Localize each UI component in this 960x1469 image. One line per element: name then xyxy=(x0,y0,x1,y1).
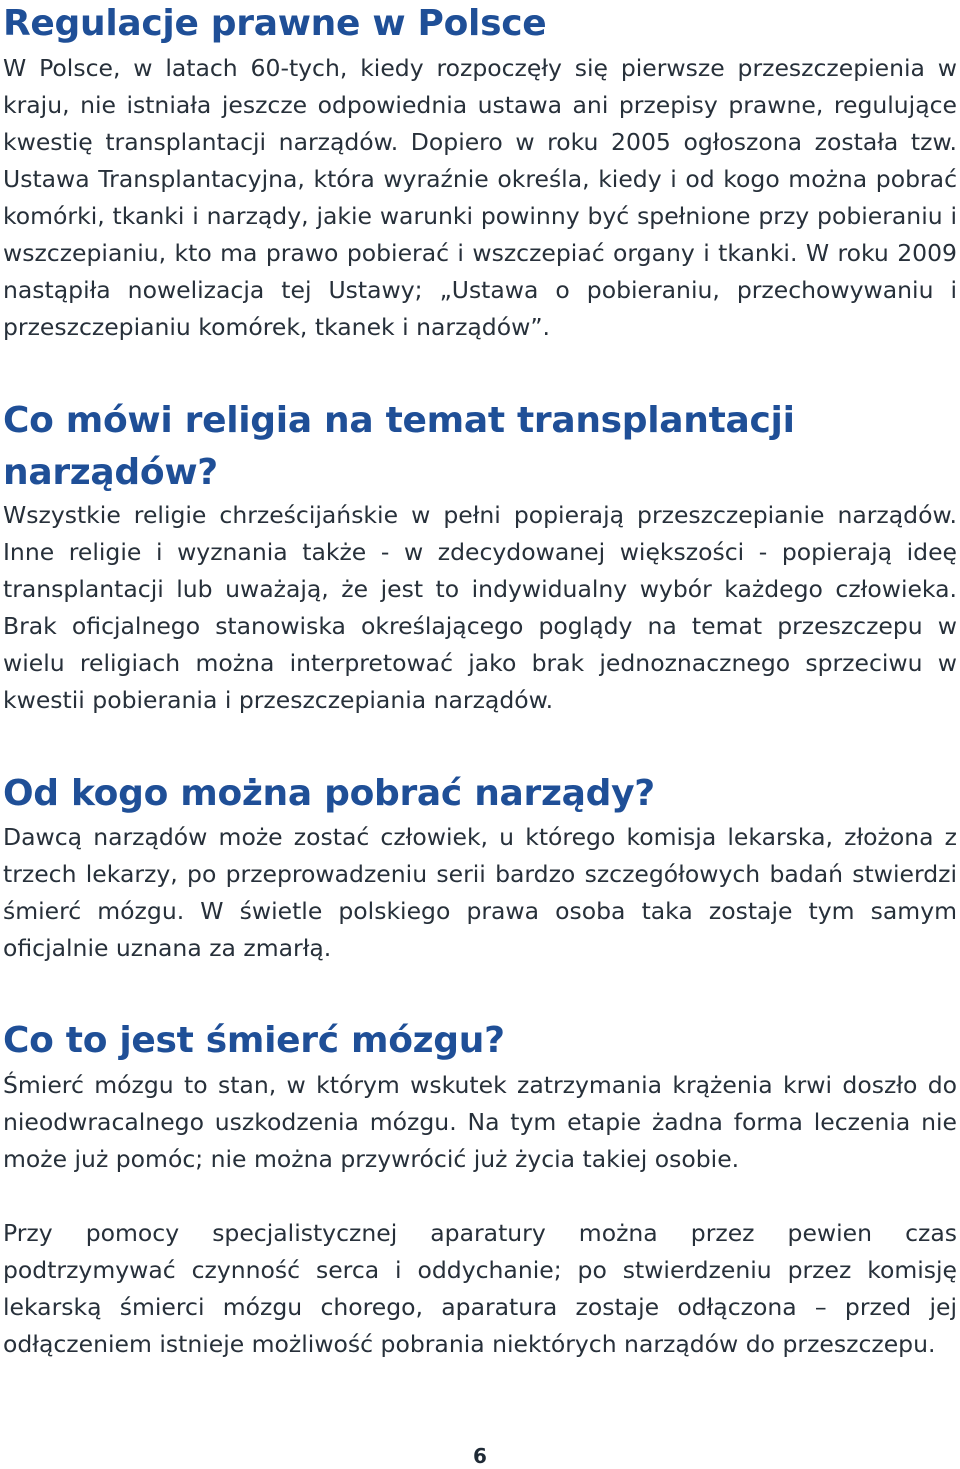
section-heading-legal-regulations: Regulacje prawne w Polsce xyxy=(3,3,547,44)
section-paragraph-organ-donors: Dawcą narządów może zostać człowiek, u którego komisja lekarska, złożona z trzech lekarzy, po przeprowadzeniu serii bardzo szczegółowych badań stwierdzi śmierć mózgu. W świetle polskiego prawa osoba taka zostaje tym samym oficjalnie uznana za zmarłą. xyxy=(3,823,957,962)
page-number: 6 xyxy=(473,1444,487,1468)
section-heading-organ-donors: Od kogo można pobrać narządy? xyxy=(3,773,655,814)
section-paragraph-religion: Wszystkie religie chrześcijańskie w pełni popierają przeszczepianie narządów. Inne religie i wyznania także - w zdecydowanej większości - popierają ideę transplantacji lub uważają, że jest to indywidualny wybór każdego człowieka. Brak oficjalnego stanowiska określającego poglądy na temat przeszczepu w wielu religiach można interpretować jako brak jednoznacznego sprzeciwu w kwestii pobierania i przeszczepiania narządów. xyxy=(3,501,957,714)
section-heading-religion: Co mówi religia na temat transplantacji narządów? xyxy=(3,400,795,493)
section-paragraph-brain-death-definition: Śmierć mózgu to stan, w którym wskutek zatrzymania krążenia krwi doszło do nieodwracalnego uszkodzenia mózgu. Na tym etapie żadna forma leczenia nie może już pomóc; nie można przywrócić już życia takiej osobie. xyxy=(3,1071,957,1173)
section-heading-brain-death: Co to jest śmierć mózgu? xyxy=(3,1020,505,1061)
section-paragraph-brain-death-procedure: Przy pomocy specjalistycznej aparatury można przez pewien czas podtrzymywać czynność serca i oddychanie; po stwierdzeniu przez komisję lekarską śmierci mózgu chorego, aparatura zostaje odłączona – przed jej odłączeniem istnieje możliwość pobrania niektórych narządów do przeszczepu. xyxy=(3,1219,957,1358)
section-paragraph-legal-regulations: W Polsce, w latach 60-tych, kiedy rozpoczęły się pierwsze przeszczepienia w kraju, nie istniała jeszcze odpowiednia ustawa ani przepisy prawne, regulujące kwestię transplantacji narządów. Dopiero w roku 2005 ogłoszona została tzw. Ustawa Transplantacyjna, która wyraźnie określa, kiedy i od kogo można pobrać komórki, tkanki i narządy, jakie warunki powinny być spełnione przy pobieraniu i wszczepianiu, kto ma prawo pobierać i wszczepiać organy i tkanki. W roku 2009 nastąpiła nowelizacja tej Ustawy; „Ustawa o pobieraniu, przechowywaniu i przeszczepianiu komórek, tkanek i narządów”. xyxy=(3,54,957,341)
